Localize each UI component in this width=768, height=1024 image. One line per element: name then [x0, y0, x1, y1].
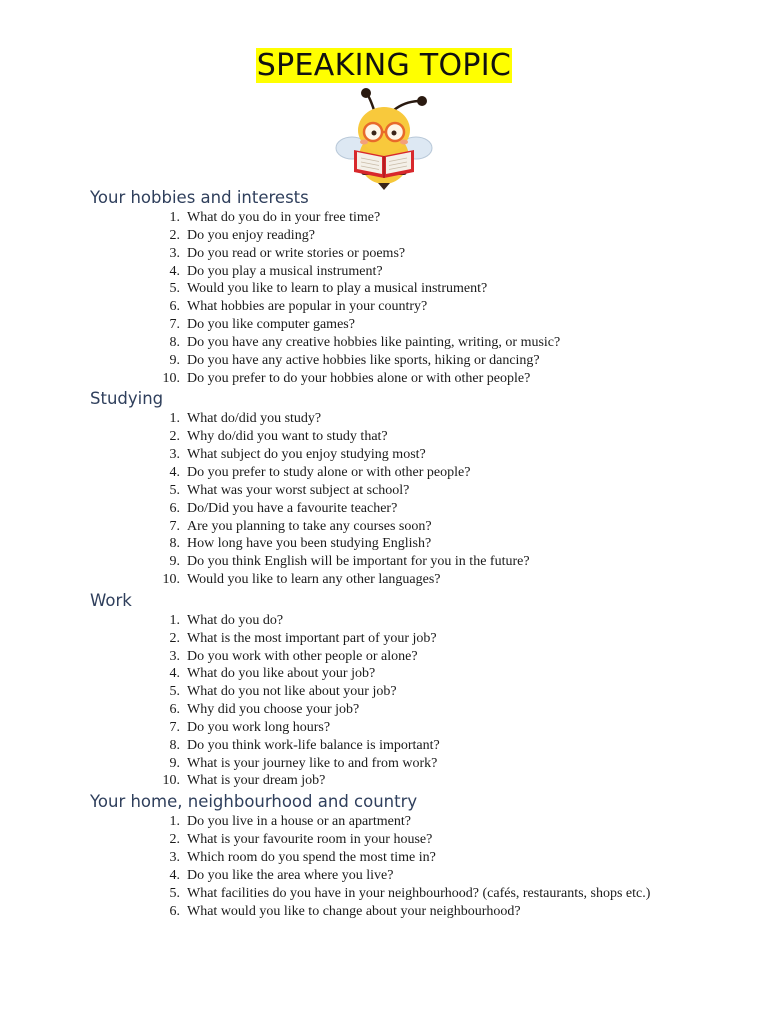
list-item-number: 3.: [169, 850, 180, 865]
list-item-number: 10.: [162, 572, 180, 588]
question-text: Do you prefer to do your hobbies alone or with other people?: [187, 370, 531, 386]
list-item: [90, 849, 710, 867]
list-item: [90, 334, 710, 352]
section: [90, 186, 710, 387]
list-item-number: 2.: [169, 630, 180, 646]
list-item: [90, 298, 710, 316]
list-item-number: 5.: [169, 684, 180, 700]
list-item-number: 9.: [169, 352, 180, 368]
question-text: What do you not like about your job?: [187, 684, 397, 700]
list-item: [90, 263, 710, 281]
section: [90, 790, 710, 920]
list-item: [90, 428, 710, 446]
question-list: [90, 209, 710, 387]
list-item-number: 7.: [169, 518, 180, 534]
question-text: Do you have any active hobbies like sports, hiking or dancing?: [187, 352, 540, 368]
list-item-number: 3.: [169, 648, 180, 664]
list-item-number: 6.: [169, 702, 180, 718]
question-text: Do you enjoy reading?: [187, 227, 315, 243]
question-text: What facilities do you have in your neighbourhood? (cafés, restaurants, shops etc.): [187, 885, 651, 901]
list-item-number: 5.: [169, 281, 180, 297]
question-text: Would you like to learn any other languages?: [187, 572, 441, 588]
list-item: [90, 648, 710, 666]
list-item-number: 3.: [169, 447, 180, 463]
question-text: Do you work long hours?: [187, 719, 331, 735]
question-text: Do/Did you have a favourite teacher?: [187, 500, 398, 516]
question-text: What is your journey like to and from work?: [187, 755, 438, 771]
list-item: [90, 316, 710, 334]
question-text: Do you work with other people or alone?: [187, 648, 418, 664]
question-text: What is your dream job?: [187, 773, 326, 789]
list-item-number: 3.: [169, 245, 180, 261]
question-text: Are you planning to take any courses soon?: [187, 518, 432, 534]
list-item: [90, 737, 710, 755]
list-item: [90, 446, 710, 464]
list-item-number: 6.: [169, 903, 180, 919]
list-item: [90, 867, 710, 885]
list-item-number: 1.: [169, 210, 180, 225]
list-item-number: 6.: [169, 500, 180, 516]
question-text: How long have you been studying English?: [187, 536, 432, 552]
list-item-number: 5.: [169, 482, 180, 498]
list-item-number: 1.: [169, 814, 180, 830]
list-item: [90, 352, 710, 370]
page-title-text: SPEAKING TOPIC: [256, 48, 512, 83]
list-item: [90, 370, 710, 388]
list-item: [90, 813, 710, 831]
question-text: Do you live in a house or an apartment?: [187, 814, 411, 830]
list-item: [90, 719, 710, 737]
question-text: Which room do you spend the most time in?: [187, 850, 436, 865]
question-text: What do you do in your free time?: [187, 210, 381, 225]
list-item: [90, 500, 710, 518]
document-body: [90, 186, 710, 920]
list-item: [90, 227, 710, 245]
list-item: [90, 683, 710, 701]
question-text: Do you prefer to study alone or with other people?: [187, 464, 471, 480]
list-item-number: 1.: [169, 411, 180, 427]
list-item: [90, 410, 710, 428]
list-item-number: 4.: [169, 867, 180, 883]
section-heading: Your hobbies and interests: [90, 188, 309, 207]
list-item-number: 4.: [169, 666, 180, 682]
list-item: [90, 831, 710, 849]
list-item-number: 5.: [169, 885, 180, 901]
list-item-number: 10.: [162, 370, 180, 386]
question-text: What is the most important part of your job?: [187, 630, 437, 646]
question-list: [90, 813, 710, 920]
list-item: [90, 630, 710, 648]
section: [90, 387, 710, 588]
section-heading: Your home, neighbourhood and country: [90, 792, 418, 812]
list-item: [90, 571, 710, 589]
question-text: Why did you choose your job?: [187, 702, 360, 718]
list-item-number: 7.: [169, 719, 180, 735]
list-item-number: 2.: [169, 429, 180, 445]
question-text: Do you think English will be important for you in the future?: [187, 554, 530, 570]
list-item: [90, 209, 710, 227]
section: [90, 589, 710, 790]
list-item: [90, 612, 710, 630]
question-text: Why do/did you want to study that?: [187, 429, 388, 445]
question-text: Do you play a musical instrument?: [187, 263, 383, 279]
list-item: [90, 518, 710, 536]
list-item-number: 4.: [169, 464, 180, 480]
question-text: Do you think work-life balance is important?: [187, 737, 440, 753]
question-text: What do you like about your job?: [187, 666, 376, 682]
list-item-number: 10.: [162, 773, 180, 789]
question-text: Would you like to learn to play a musical instrument?: [187, 281, 488, 297]
list-item: [90, 553, 710, 571]
question-list: [90, 612, 710, 790]
section-heading: Studying: [90, 389, 164, 409]
section-heading: Work: [90, 590, 132, 610]
question-text: Do you like the area where you live?: [187, 867, 394, 883]
list-item: [90, 482, 710, 500]
list-item: [90, 464, 710, 482]
list-item-number: 8.: [169, 536, 180, 552]
question-text: Do you read or write stories or poems?: [187, 245, 406, 261]
question-text: What do/did you study?: [187, 411, 322, 427]
list-item: [90, 755, 710, 773]
list-item-number: 9.: [169, 554, 180, 570]
question-text: What subject do you enjoy studying most?: [187, 447, 426, 463]
list-item-number: 2.: [169, 227, 180, 243]
list-item-number: 1.: [169, 612, 180, 628]
list-item-number: 2.: [169, 832, 180, 848]
question-text: What do you do?: [187, 612, 284, 628]
list-item: [90, 245, 710, 263]
list-item-number: 4.: [169, 263, 180, 279]
question-list: [90, 410, 710, 588]
list-item: [90, 665, 710, 683]
question-text: What was your worst subject at school?: [187, 482, 410, 498]
list-item: [90, 772, 710, 790]
list-item-number: 9.: [169, 755, 180, 771]
bee-reading-book-icon: [334, 88, 434, 190]
list-item: [90, 535, 710, 553]
list-item-number: 6.: [169, 299, 180, 315]
list-item: [90, 280, 710, 298]
list-item-number: 8.: [169, 737, 180, 753]
list-item-number: 7.: [169, 317, 180, 333]
question-text: What hobbies are popular in your country?: [187, 299, 428, 315]
question-text: Do you like computer games?: [187, 317, 355, 333]
question-text: Do you have any creative hobbies like painting, writing, or music?: [187, 334, 561, 350]
list-item: [90, 903, 710, 921]
list-item: [90, 885, 710, 903]
list-item: [90, 701, 710, 719]
question-text: What would you like to change about your neighbourhood?: [187, 903, 521, 919]
page-title: [0, 46, 768, 86]
list-item-number: 8.: [169, 334, 180, 350]
question-text: What is your favourite room in your house?: [187, 832, 433, 848]
